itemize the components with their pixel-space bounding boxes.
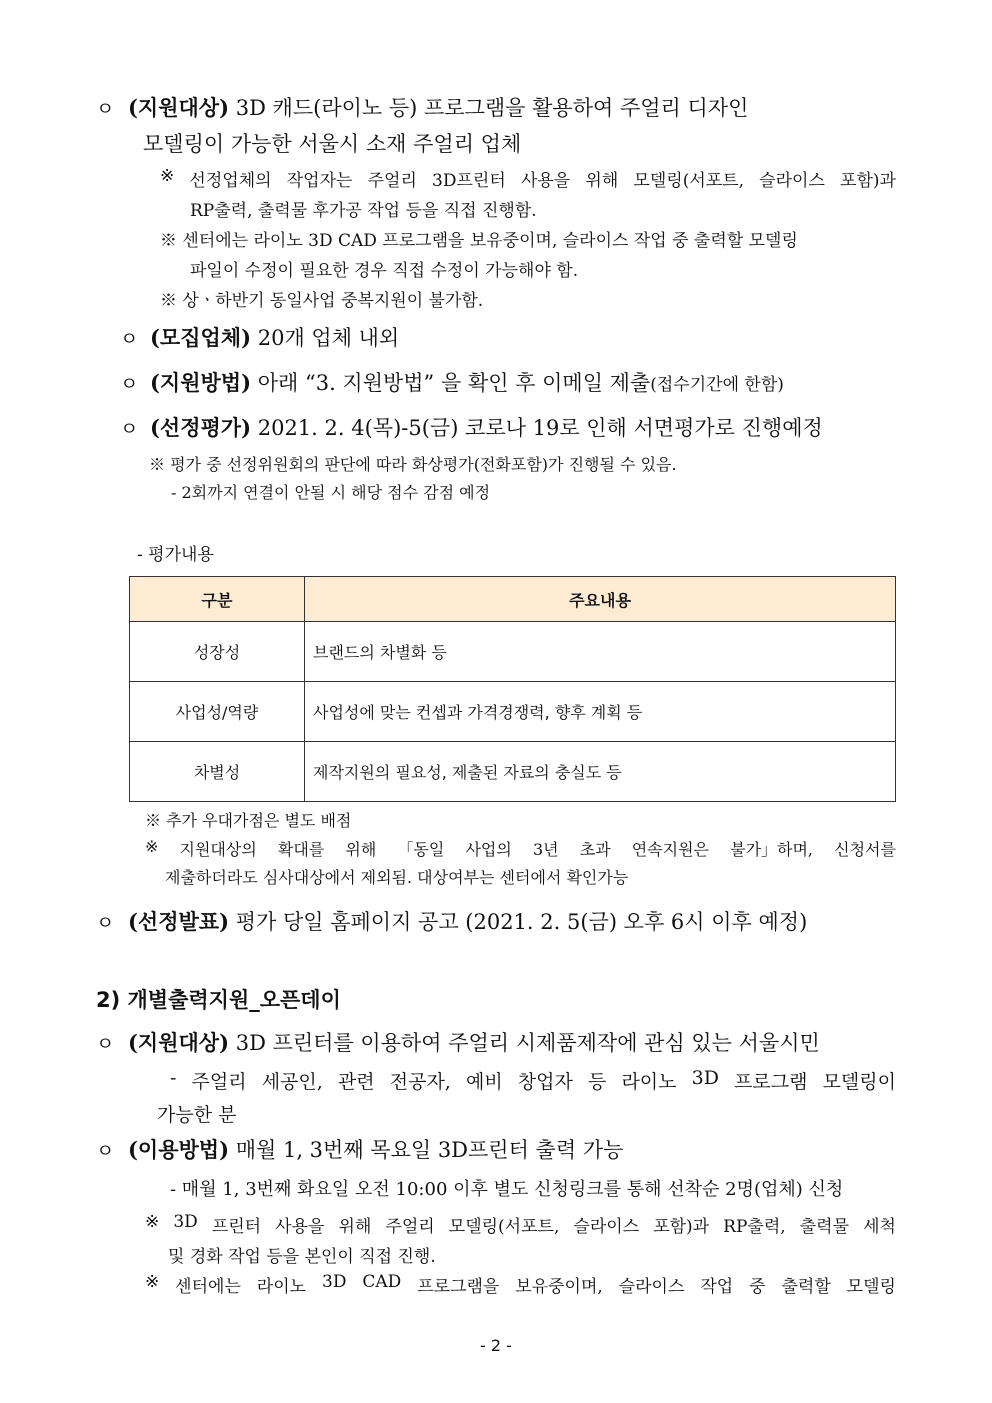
word: 지원대상의 (179, 840, 257, 859)
table-row (130, 682, 896, 742)
table-row (130, 742, 896, 802)
word: 센터에는 (175, 1277, 241, 1297)
note-1-line-1 (160, 166, 896, 191)
s2-note-1-line-2: 및 경화 작업 등을 본인이 직접 진행. (168, 1247, 436, 1267)
evaluation-table (129, 576, 896, 802)
table-cell: 사업성에 맞는 컨셉과 가격경쟁력, 향후 계획 등 (305, 682, 896, 742)
recruit-label: (모집업체) (150, 325, 252, 350)
word: RP출력, (723, 1217, 786, 1237)
table-cell: 제작지원의 필요성, 제출된 자료의 충실도 등 (305, 742, 896, 802)
s2-note-2-line-1 (145, 1272, 896, 1297)
s2-target-sub-2: 가능한 분 (157, 1104, 237, 1126)
word: 모델링이 (822, 1071, 896, 1093)
word: 라이노 (256, 1277, 307, 1297)
word: 신청서를 (834, 840, 896, 859)
page-number: - 2 - (480, 1336, 512, 1355)
bullet: ㅇ (96, 98, 115, 120)
word: 라이노 (621, 1071, 677, 1093)
bullet: ㅇ (96, 1033, 115, 1055)
table-note-2-line-1 (145, 837, 896, 860)
word: 예비 (465, 1071, 503, 1093)
word: CAD (362, 1272, 402, 1292)
word: 프로그램 (734, 1071, 808, 1093)
method-label: (지원방법) (150, 370, 252, 395)
s2-usage-line (96, 1134, 623, 1164)
eval-text: 2021. 2. 4(목)-5(금) 코로나 19로 인해 서면평가로 진행예정 (257, 416, 823, 440)
note-2-line-2: 파일이 수정이 필요한 경우 직접 수정이 가능해야 함. (190, 261, 579, 281)
bullet: ㅇ (96, 1140, 115, 1162)
s2-usage-label: (이용방법) (128, 1137, 230, 1162)
bullet: ㅇ (120, 328, 139, 350)
table-header-category: 구분 (130, 577, 305, 622)
word: ※ (145, 837, 159, 856)
s2-note-1-line-1 (145, 1212, 896, 1237)
s2-usage-sub: - 매월 1, 3번째 화요일 오전 10:00 이후 별도 신청링크를 통해 선착순 2명(업체) 신청 (170, 1179, 844, 1200)
word: 세척 (863, 1217, 896, 1237)
word: 위해 (585, 171, 619, 191)
word: ※ (145, 1272, 160, 1292)
word: 작업자는 (286, 171, 353, 191)
s2-usage-text: 매월 1, 3번째 목요일 3D프린터 출력 가능 (235, 1138, 624, 1162)
method-line (120, 367, 784, 397)
word: 위해 (338, 1217, 372, 1237)
table-row (130, 622, 896, 682)
word: 사용을 (275, 1217, 325, 1237)
word: 작업 (700, 1277, 734, 1297)
eval-content-label: - 평가내용 (137, 545, 214, 565)
word: 3D (322, 1272, 347, 1292)
word: 보유중이며, (515, 1277, 603, 1297)
recruit-line (120, 322, 399, 352)
word: - (170, 1067, 177, 1089)
eval-label: (선정평가) (150, 415, 252, 440)
word: 3D (173, 1212, 198, 1232)
eval-note-1: ※ 평가 중 선정위원회의 판단에 따라 화상평가(전화포함)가 진행될 수 있음. (149, 455, 677, 474)
eval-note-2: - 2회까지 연결이 안될 시 해당 점수 감점 예정 (171, 483, 491, 502)
target-label: (지원대상) (128, 95, 230, 120)
word: 확대를 (277, 840, 325, 859)
announce-text: 평가 당일 홈페이지 공고 (2021. 2. 5(금) 오후 6시 이후 예정) (235, 910, 808, 934)
word: ※ (160, 166, 175, 186)
word: 「동일 (397, 840, 445, 859)
word: 프로그램을 (417, 1277, 500, 1297)
eval-line (120, 412, 823, 442)
word: 포함)과 (653, 1217, 710, 1237)
table-cell: 브랜드의 차별화 등 (305, 622, 896, 682)
method-text: 아래 “3. 지원방법” 을 확인 후 이메일 제출 (257, 371, 651, 395)
table-header-row (130, 577, 896, 622)
announce-line (96, 906, 807, 936)
table-cell: 사업성/역량 (130, 682, 305, 742)
word: ※ (145, 1212, 160, 1232)
word: 창업자 (517, 1071, 573, 1093)
target-cont: 모델링이 가능한 서울시 소재 주얼리 업체 (143, 132, 522, 156)
table-cell: 성장성 (130, 622, 305, 682)
word: 프린터 (211, 1217, 262, 1237)
s2-target-sub-1 (170, 1067, 896, 1094)
table-note-1: ※ 추가 우대가점은 별도 배점 (145, 811, 352, 830)
word: 3D (691, 1067, 719, 1089)
recruit-text: 20개 업체 내외 (257, 326, 400, 350)
bullet: ㅇ (96, 912, 115, 934)
word: 출력물 (799, 1217, 849, 1237)
s2-target-text: 3D 프린터를 이용하여 주얼리 시제품제작에 관심 있는 서울시민 (235, 1031, 820, 1055)
s2-target-line (96, 1027, 820, 1057)
word: 슬라이스 (618, 1277, 685, 1297)
target-line (96, 92, 748, 122)
s2-target-label: (지원대상) (128, 1030, 230, 1055)
table-header-content: 주요내용 (305, 577, 896, 622)
word: 사업의 (465, 840, 512, 859)
word: 불가」하며, (730, 840, 814, 859)
word: 등 (587, 1071, 607, 1093)
word: 출력할 (781, 1277, 831, 1297)
word: 슬라이스 (573, 1217, 640, 1237)
word: 사용을 (520, 171, 571, 191)
announce-label: (선정발표) (128, 909, 230, 934)
word: 위해 (345, 840, 377, 859)
word: 주얼리 (191, 1071, 247, 1093)
bullet: ㅇ (120, 418, 139, 440)
table-note-2-line-2: 제출하더라도 심사대상에서 제외됨. 대상여부는 센터에서 확인가능 (165, 868, 629, 887)
bullet: ㅇ (120, 373, 139, 395)
word: 선정업체의 (189, 171, 272, 191)
section-2-heading: 2) 개별출력지원_오픈데이 (96, 988, 341, 1012)
word: 세공인, (261, 1071, 323, 1093)
word: 3D프린터 (432, 171, 506, 191)
table-cell: 차별성 (130, 742, 305, 802)
word: 모델링 (846, 1277, 896, 1297)
word: 주얼리 (385, 1217, 435, 1237)
note-3-line-1: ※ 상ㆍ하반기 동일사업 중복지원이 불가함. (160, 291, 484, 311)
word: 관련 (337, 1071, 375, 1093)
word: 주얼리 (367, 171, 417, 191)
note-1-line-2: RP출력, 출력물 후가공 작업 등을 직접 진행함. (190, 201, 537, 221)
word: 초과 (579, 840, 611, 859)
note-2-line-1: ※ 센터에는 라이노 3D CAD 프로그램을 보유중이며, 슬라이스 작업 중 출력할 모델링 (160, 231, 798, 251)
word: 연속지원은 (631, 840, 709, 859)
target-text: 3D 캐드(라이노 등) 프로그램을 활용하여 주얼리 디자인 (235, 96, 749, 120)
word: 슬라이스 (759, 171, 825, 191)
word: 모델링(서포트, (633, 171, 744, 191)
word: 3년 (532, 840, 559, 859)
word: 중 (749, 1277, 766, 1297)
word: 모델링(서포트, (448, 1217, 560, 1237)
word: 전공자, (389, 1071, 451, 1093)
method-period: (접수기간에 한함) (650, 375, 784, 395)
word: 포함)과 (840, 171, 896, 191)
